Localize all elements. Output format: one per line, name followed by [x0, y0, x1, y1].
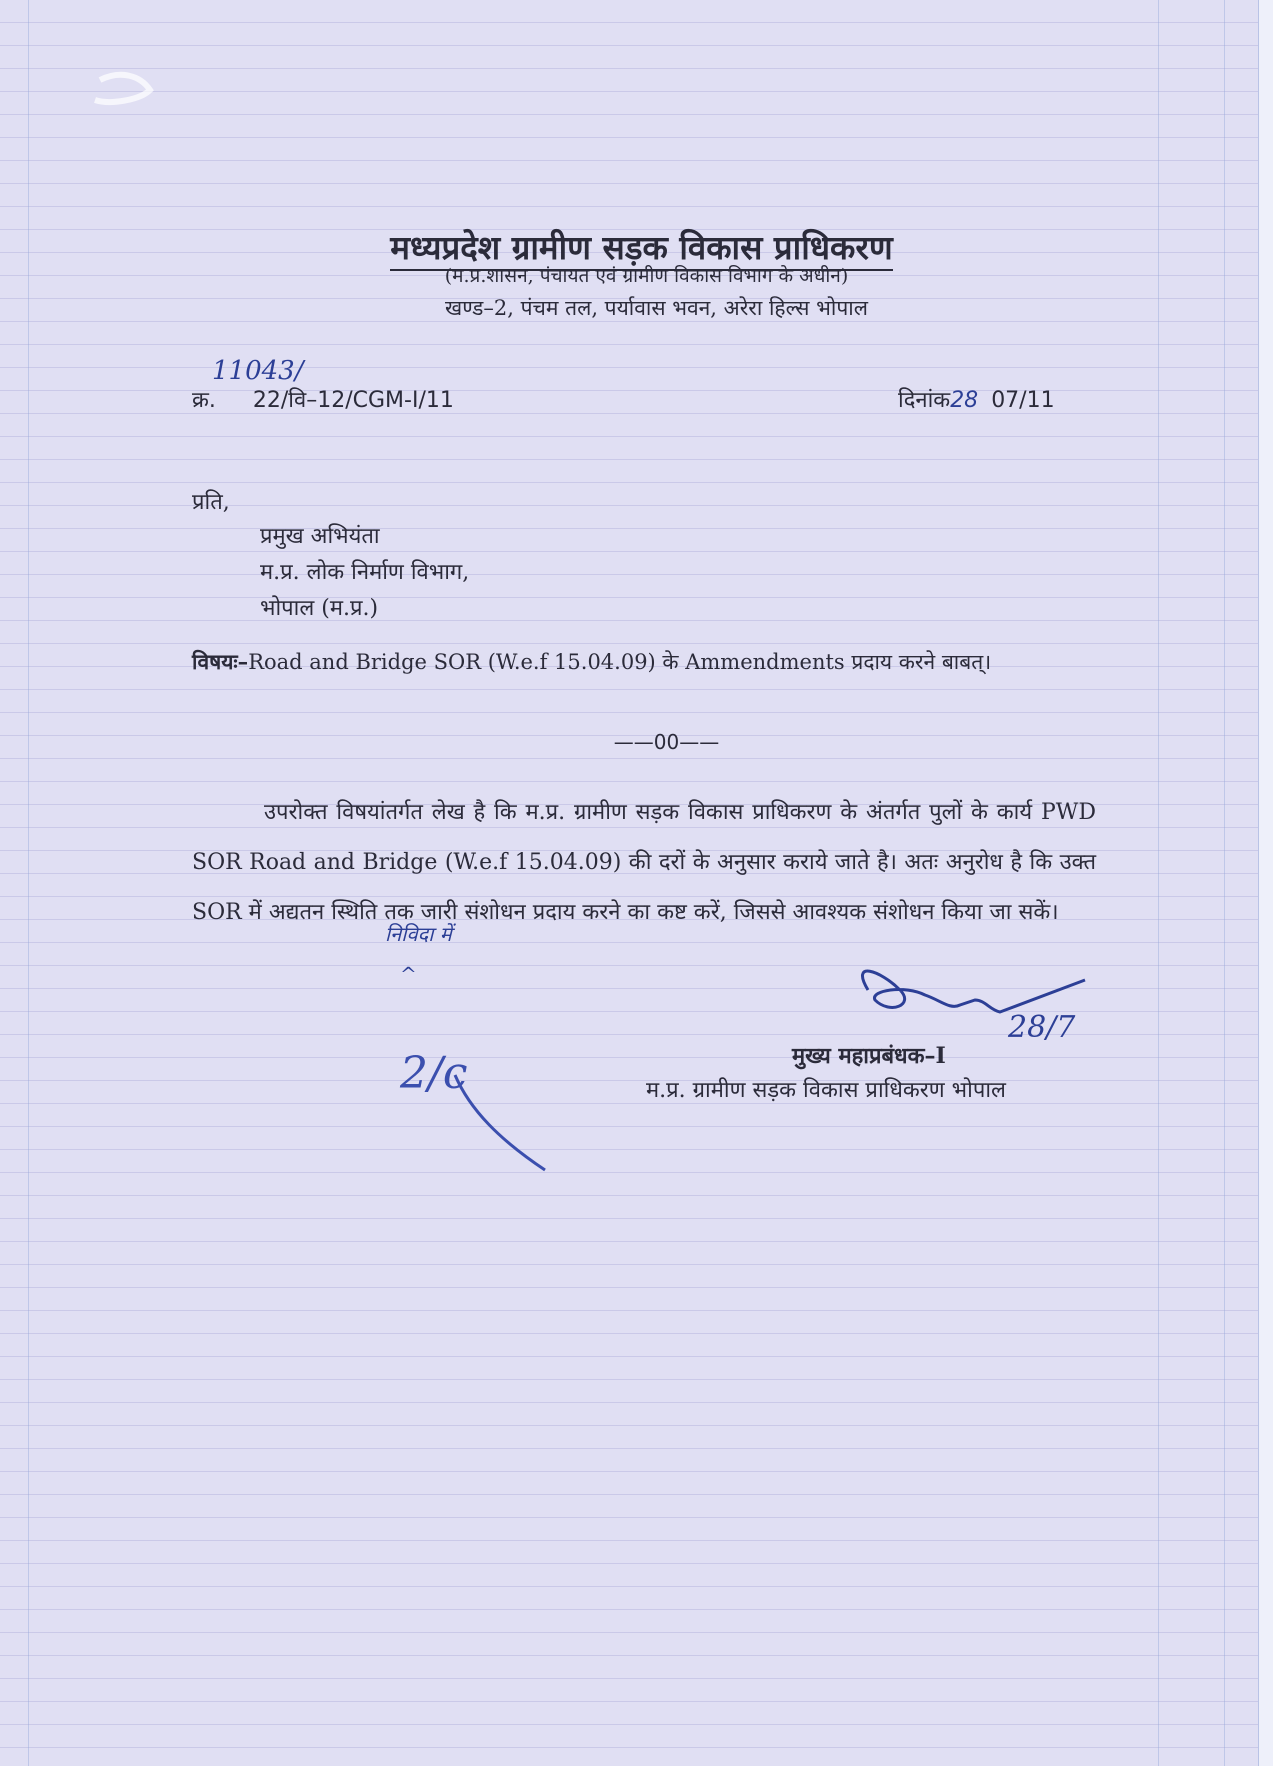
separator: ——00——: [613, 730, 720, 754]
letterhead-address: खण्ड–2, पंचम तल, पर्यावास भवन, अरेरा हिल्स भोपाल: [445, 296, 868, 320]
margin-note: 2/c: [400, 1048, 468, 1099]
letterhead-title: मध्यप्रदेश ग्रामीण सड़क विकास प्राधिकरण: [0, 224, 1273, 269]
handwritten-signature-date: 28/7: [1008, 1010, 1076, 1045]
subject-label: विषयः–: [192, 649, 249, 674]
body-paragraph: उपरोक्त विषयांतर्गत लेख है कि म.प्र. ग्रामीण सड़क विकास प्राधिकरण के अंतर्गत पुलों के कार्य PWD SOR Road and Bridge (W.e.f 15.04.09) की दरों के अनुसार कराये जाते है। अतः अनुरोध है कि उक्त SOR में अद्यतन स्थिति तक जारी संशोधन प्रदाय करने का कष्ट करें, जिससे आवश्यक संशोधन किया जा सकें।: [192, 800, 1096, 925]
handwritten-insertion: निविदा में: [385, 922, 452, 946]
letter-date: दिनांक28 07/11: [898, 388, 1055, 413]
salutation: प्रति,: [192, 490, 230, 515]
recipient-line: भोपाल (म.प्र.): [260, 596, 379, 621]
signatory-designation: मुख्य महाप्रबंधक–I: [792, 1043, 946, 1069]
subject-line: [192, 648, 991, 676]
letterhead-subtitle: (म.प्र.शासन, पंचायत एवं ग्रामीण विकास विभाग के अधीन): [444, 265, 849, 287]
reference-number: 11043/ क्र. 22/वि–12/CGM-I/11: [192, 356, 454, 413]
subject-text: Road and Bridge SOR (W.e.f 15.04.09) के Ammendments प्रदाय करने बाबत्।: [248, 650, 992, 674]
signatory-organization: म.प्र. ग्रामीण सड़क विकास प्राधिकरण भोपाल: [646, 1078, 1006, 1103]
insertion-caret: ^: [400, 962, 417, 986]
recipient-line: प्रमुख अभियंता: [260, 524, 380, 549]
handwritten-ref-number: 11043/: [212, 356, 304, 386]
recipient-line: म.प्र. लोक निर्माण विभाग,: [260, 560, 470, 585]
handwritten-date-day: 28: [950, 388, 979, 413]
